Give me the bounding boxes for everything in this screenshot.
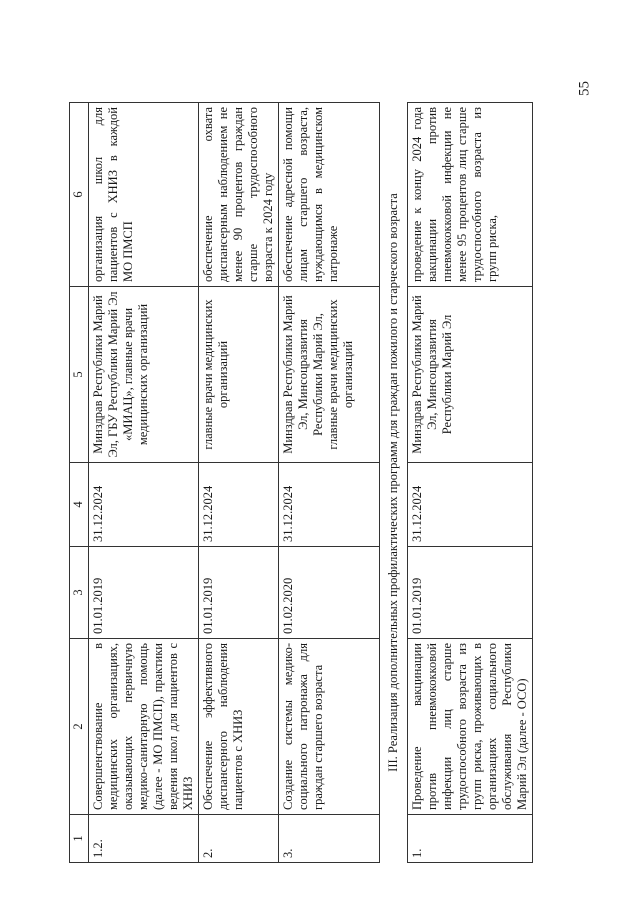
- section-title: III. Реализация дополнительных профилактических программ для граждан пожилого и старческого возраста: [380, 103, 408, 863]
- table-row: [279, 103, 380, 863]
- column-number: 2: [70, 639, 89, 815]
- column-number-row: [70, 103, 89, 863]
- responsible-cell: Минздрав Республики Марий Эл, Минсоцразвития Республики Марий Эл, главные врачи медицинских организаций: [279, 287, 380, 463]
- responsible-cell: Минздрав Республики Марий Эл, ГБУ Республики Марий Эл «МИАЦ», главные врачи медицинских организаций: [89, 287, 199, 463]
- start-date-cell: 01.01.2019: [408, 547, 533, 639]
- column-number: 5: [70, 287, 89, 463]
- result-cell: проведение к концу 2024 года вакцинации против пневмококковой инфекции не менее 95 процентов лиц старше трудоспособного возраста из групп риска,: [408, 103, 533, 287]
- result-cell: обеспечение адресной помощи лицам старшего возраста, нуждающимся в медицинском патронаже: [279, 103, 380, 287]
- column-number: 3: [70, 547, 89, 639]
- row-number: 1.: [408, 815, 533, 863]
- responsible-cell: главные врачи медицинских организаций: [199, 287, 279, 463]
- start-date-cell: 01.01.2019: [89, 547, 199, 639]
- table-row: [408, 103, 533, 863]
- end-date-cell: 31.12.2024: [408, 463, 533, 547]
- end-date-cell: 31.12.2024: [89, 463, 199, 547]
- event-cell: Создание системы медико-социального патронажа для граждан старшего возраста: [279, 639, 380, 815]
- program-table: [69, 102, 533, 863]
- column-number: 6: [70, 103, 89, 287]
- row-number: 1.2.: [89, 815, 199, 863]
- event-cell: Проведение вакцинации против пневмококковой инфекции лиц старше трудоспособного возраста из групп риска, проживающих в организациях социального обслуживания Республики Марий Эл (далее - ОСО): [408, 639, 533, 815]
- event-cell: Обеспечение эффективного диспансерного наблюдения пациентов с ХНИЗ: [199, 639, 279, 815]
- result-cell: организация школ для пациентов с ХНИЗ в каждой МО ПМСП: [89, 103, 199, 287]
- responsible-cell: Минздрав Республики Марий Эл, Минсоцразвития Республики Марий Эл: [408, 287, 533, 463]
- rotated-page: [69, 103, 569, 863]
- start-date-cell: 01.02.2020: [279, 547, 380, 639]
- start-date-cell: 01.01.2019: [199, 547, 279, 639]
- row-number: 3.: [279, 815, 380, 863]
- result-cell: обеспечение охвата диспансерным наблюдением не менее 90 процентов граждан старше трудоспособного возраста к 2024 году: [199, 103, 279, 287]
- table-row: [199, 103, 279, 863]
- end-date-cell: 31.12.2024: [279, 463, 380, 547]
- column-number: 4: [70, 463, 89, 547]
- section-heading-row: [380, 103, 408, 863]
- event-cell: Совершенствование в медицинских организациях, оказывающих первичную медико-санитарную помощь (далее - МО ПМСП), практики ведения школ для пациентов с ХНИЗ: [89, 639, 199, 815]
- end-date-cell: 31.12.2024: [199, 463, 279, 547]
- column-number: 1: [70, 815, 89, 863]
- row-number: 2.: [199, 815, 279, 863]
- table-row: [89, 103, 199, 863]
- page-number: 55: [576, 81, 593, 96]
